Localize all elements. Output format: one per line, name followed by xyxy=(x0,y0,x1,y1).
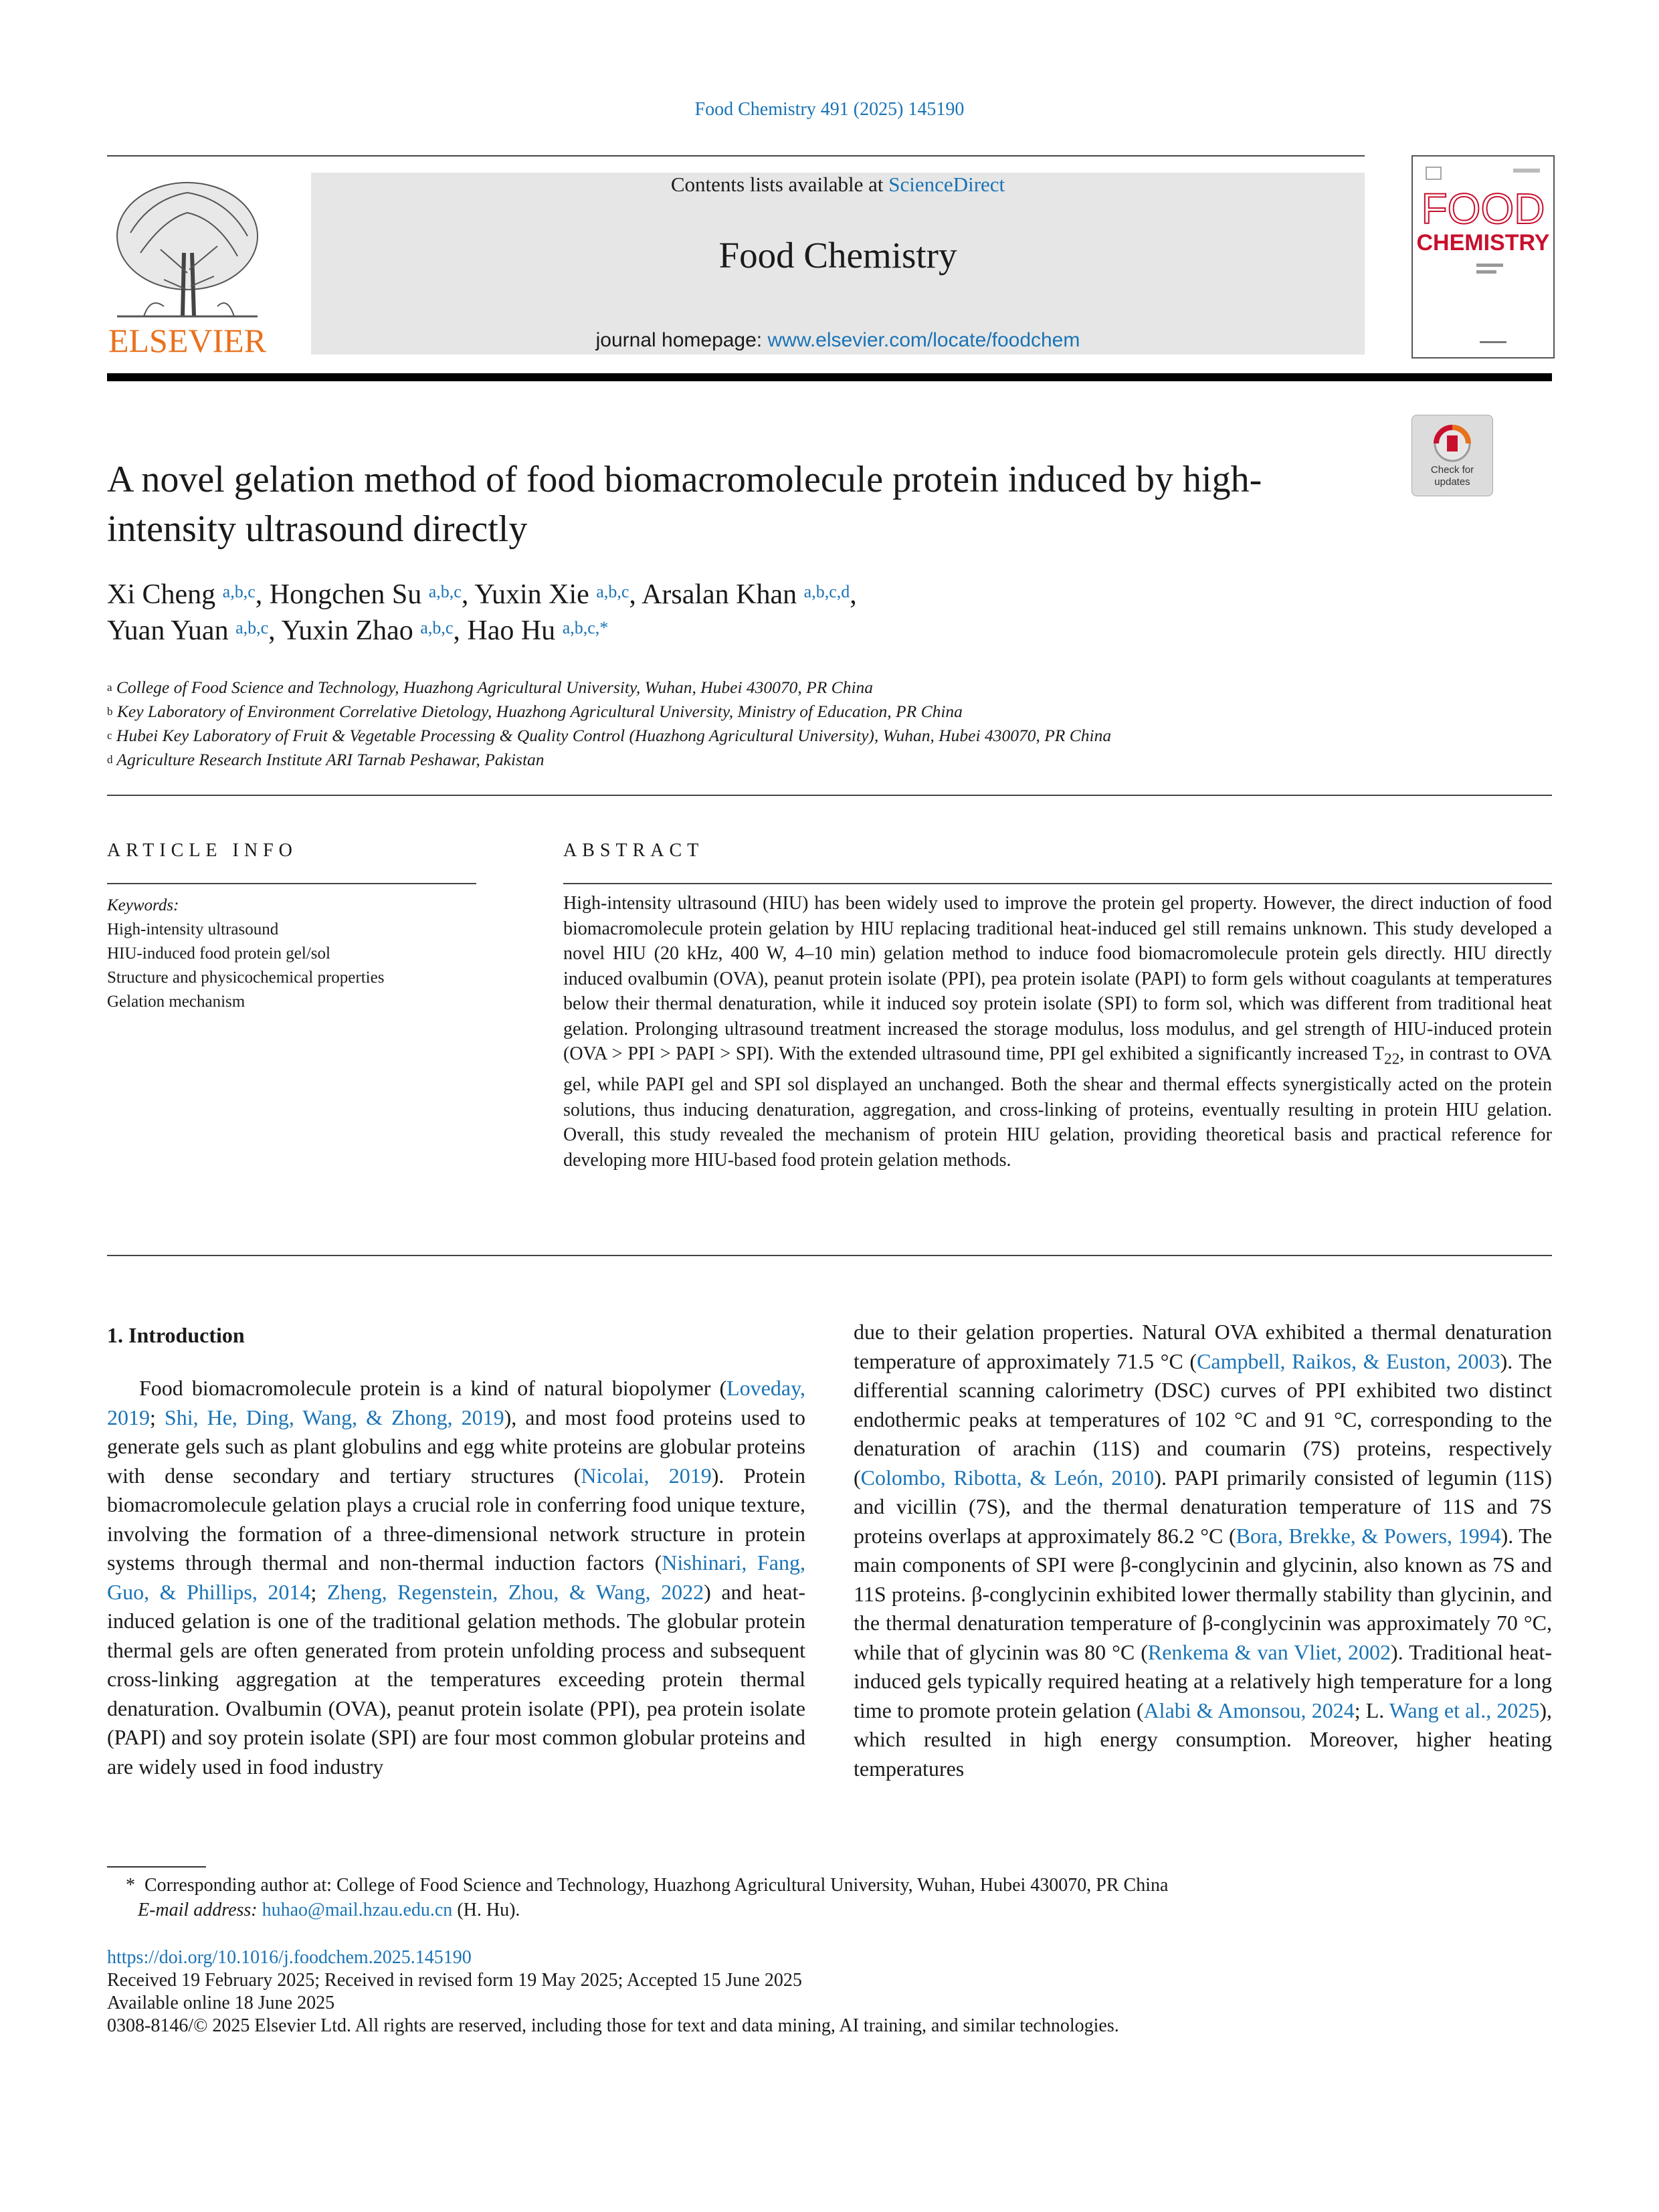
journal-title: Food Chemistry xyxy=(718,235,957,276)
available-online: Available online 18 June 2025 xyxy=(107,1993,335,2013)
header-thick-rule xyxy=(107,373,1552,381)
author-list: Xi Cheng $^{a,b,c}$, Hongchen Su $^{a,b,c}$, Yuxin Xie $^{a,b,c}$, Arsalan Khan $^{a,b,c,d}$, Yuan Yuan $^{a,b,c}$, Yuxin Zhao $^{a,b,c}$, Hao Hu $^{a,b,c,*}$ xyxy=(107,579,857,646)
body-text: ). Protein biomacromolecule gelation plays a crucial role in conferring food unique texture, involving the formation of a three-dimensional network structure in protein systems through thermal and non-thermal induction factors ( xyxy=(107,1463,806,1575)
body-text: ), which resulted in high energy consumption. Moreover, higher heating temperatures xyxy=(854,1698,1553,1781)
author-name[interactable]: Arsalan Khan xyxy=(642,579,797,610)
keywords-label: Keywords: xyxy=(107,896,179,914)
body-text: ; xyxy=(150,1405,165,1429)
abstract-heading: ABSTRACT xyxy=(563,840,704,861)
keyword-item: Structure and physicochemical properties xyxy=(107,969,385,987)
citation-link[interactable]: Nicolai, 2019 xyxy=(581,1463,712,1488)
copyright: 0308-8146/© 2025 Elsevier Ltd. All rights are reserved, including those for text and data mining, AI training, and similar technologies. xyxy=(107,2015,1119,2036)
article-title: A novel gelation method of food biomacromolecule protein induced by high-intensity ultrasound directly xyxy=(107,459,1262,550)
citation-link[interactable]: Colombo, Ribotta, & León, 2010 xyxy=(860,1465,1155,1490)
author-affil-sup[interactable]: a,b,c,* xyxy=(562,618,609,637)
citation-link[interactable]: Renkema & van Vliet, 2002 xyxy=(1147,1639,1391,1664)
check-updates-icon xyxy=(1412,415,1492,496)
svg-text:Check for: Check for xyxy=(1430,464,1474,476)
author-affil-sup[interactable]: a,b,c xyxy=(222,582,256,601)
citation-link[interactable]: Shi, He, Ding, Wang, & Zhong, 2019 xyxy=(164,1405,504,1429)
body-text: ; xyxy=(310,1579,327,1604)
email-link[interactable]: huhao@mail.hzau.edu.cn xyxy=(262,1900,453,1920)
journal-cover-thumbnail[interactable] xyxy=(1411,155,1555,359)
body-text: ). PAPI primarily consisted of legumin (11S) and vicillin (7S), and the thermal denaturation temperature of 11S and 7S proteins overlaps at approximately 86.2 °C ( xyxy=(854,1465,1553,1548)
author-name[interactable]: Yuxin Zhao xyxy=(281,615,413,646)
footnote-rule xyxy=(107,1866,206,1868)
author-name[interactable]: Yuxin Xie xyxy=(474,579,589,610)
doi-link[interactable]: https://doi.org/10.1016/j.foodchem.2025.145190 xyxy=(107,1947,472,1968)
author-affil-sup[interactable]: a,b,c xyxy=(235,618,269,637)
divider xyxy=(107,883,476,884)
keyword-item: High-intensity ultrasound xyxy=(107,920,279,938)
author-name[interactable]: Xi Cheng xyxy=(107,579,216,610)
citation-link[interactable]: Loveday, 2019 xyxy=(107,1376,805,1429)
sciencedirect-link[interactable]: ScienceDirect xyxy=(888,173,1005,196)
body-text: ) and heat-induced gelation is one of the traditional gelation methods. The globular protein thermal gels are often generated from protein unfolding process and subsequent cross-linking aggregation at the temperatures exceeding protein thermal denaturation. Ovalbumin (OVA), peanut protein isolate (PPI), pea protein isolate (PAPI) and soy protein isolate (SPI) are four most common globular proteins and are widely used in food industry xyxy=(107,1579,805,1779)
svg-text:FOOD: FOOD xyxy=(1421,185,1545,233)
homepage-link[interactable]: www.elsevier.com/locate/foodchem xyxy=(767,329,1080,351)
citation-link[interactable]: Campbell, Raikos, & Euston, 2003 xyxy=(1197,1348,1500,1373)
paragraph xyxy=(107,1374,805,1781)
affiliation-item: $^a$ College of Food Science and Technology, Huazhong Agricultural University, Wuhan, Hubei 430070, PR China xyxy=(107,678,874,697)
divider xyxy=(563,883,1552,884)
body-column-right xyxy=(854,1318,1552,1783)
author-name[interactable]: Hao Hu xyxy=(467,615,556,646)
citation-link[interactable]: Zheng, Regenstein, Zhou, & Wang, 2022 xyxy=(326,1579,704,1604)
citation-link[interactable]: Wang et al., 2025 xyxy=(1389,1698,1540,1722)
keyword-item: HIU-induced food protein gel/sol xyxy=(107,944,330,963)
svg-text:updates: updates xyxy=(1434,476,1470,488)
affiliations xyxy=(107,676,1512,772)
citation-link[interactable]: Nishinari, Fang, Guo, & Phillips, 2014 xyxy=(107,1550,806,1604)
body-text: ). The differential scanning calorimetry (DSC) curves of PPI exhibited two distinct endothermic peaks at temperatures of 102 °C and 91 °C, corresponding to the denaturation of arachin (11S) and coumarin (7S) proteins, respectively ( xyxy=(854,1348,1553,1490)
homepage-line: journal homepage: www.elsevier.com/locate/foodchem xyxy=(595,329,1080,351)
affiliation-item: $^d$ Agriculture Research Institute ARI Tarnab Peshawar, Pakistan xyxy=(107,750,545,769)
author-affil-sup[interactable]: a,b,c xyxy=(428,582,462,601)
author-affil-sup[interactable]: a,b,c,d xyxy=(803,582,850,601)
history-dates: Received 19 February 2025; Received in revised form 19 May 2025; Accepted 15 June 2025 xyxy=(107,1970,802,1991)
keyword-item: Gelation mechanism xyxy=(107,993,246,1011)
contents-line: Contents lists available at ScienceDirect xyxy=(670,173,1005,196)
affiliation-item: $^b$ Key Laboratory of Environment Correlative Dietology, Huazhong Agricultural University, Ministry of Education, PR China xyxy=(107,702,963,721)
section-heading-introduction: 1. Introduction xyxy=(107,1323,245,1347)
divider xyxy=(107,795,1552,796)
author-name[interactable]: Hongchen Su xyxy=(269,579,422,610)
elsevier-tree-icon xyxy=(104,173,271,360)
footnote: * Corresponding author at: College of Food Science and Technology, Huazhong Agricultural University, Wuhan, Hubei 430070, PR China E-mail address: huhao@mail.hzau.edu.cn (H. Hu). xyxy=(126,1875,1169,1920)
abstract-text: High-intensity ultrasound (HIU) has been widely used to improve the protein gel property. However, the direct induction of food biomacromolecule protein gelation by HIU replacing traditional heat-induced gel still remains unknown. This study developed a novel HIU (20 kHz, 400 W, 4–10 min) gelation method to induce food biomacromolecule protein gels directly. HIU directly induced ovalbumin (OVA), peanut protein isolate (PPI), pea protein isolate (PAPI) to form gels without coagulants at temperatures below their thermal denaturation, while it induced soy protein isolate (SPI) to form sol, which was different from traditional heat gelation. Prolonging ultrasound treatment increased the storage modulus, loss modulus, and gel strength of HIU-induced protein (OVA > PPI > PAPI > SPI). With the extended ultrasound time, PPI gel exhibited a significantly increased $T_{22}$, in contrast to OVA gel, while PAPI gel and SPI sol displayed an unchanged. Both the shear and thermal effects synergistically acted on the protein solutions, thus inducing denaturation, aggregation, and cross-linking of proteins, eventually resulting in protein HIU gelation. Overall, this study revealed the mechanism of protein HIU gelation, providing theoretical basis and practical reference for developing more HIU-based food protein gelation methods. xyxy=(563,893,1552,1171)
divider xyxy=(107,1255,1552,1256)
publication-info xyxy=(107,1946,1552,2037)
body-text: Food biomacromolecule protein is a kind of natural biopolymer ( xyxy=(139,1376,727,1400)
svg-text:ELSEVIER: ELSEVIER xyxy=(108,322,267,359)
citation-link[interactable]: Alabi & Amonsou, 2024 xyxy=(1143,1698,1355,1722)
svg-text:CHEMISTRY: CHEMISTRY xyxy=(1416,230,1550,256)
body-text: ), and most food proteins used to generate gels such as plant globulins and egg white proteins are globular proteins with dense secondary and tertiary structures ( xyxy=(107,1405,806,1488)
author-affil-sup[interactable]: a,b,c xyxy=(596,582,629,601)
keywords-block xyxy=(107,894,482,1014)
article-info-heading: ARTICLE INFO xyxy=(107,840,298,861)
paragraph xyxy=(854,1318,1552,1783)
author-affil-sup[interactable]: a,b,c xyxy=(420,618,454,637)
citation-link[interactable]: Bora, Brekke, & Powers, 1994 xyxy=(1236,1523,1501,1548)
body-column-left xyxy=(107,1374,805,1781)
header-rule xyxy=(107,155,1365,157)
body-text: ; L. xyxy=(1354,1698,1389,1722)
body-text: ). Traditional heat-induced gels typically required heating at a relatively high temperature for a long time to promote protein gelation ( xyxy=(854,1639,1553,1722)
check-for-updates-button[interactable] xyxy=(1411,415,1493,496)
author-name[interactable]: Yuan Yuan xyxy=(107,615,229,646)
body-text: ). The main components of SPI were β-conglycinin and glycinin, also known as 7S and 11S proteins. β-conglycinin exhibited lower thermally stability than glycinin, and the thermal denaturation temperature of β-conglycinin was approximately 70 °C, while that of glycinin was 80 °C ( xyxy=(854,1523,1553,1664)
affiliation-item: $^c$ Hubei Key Laboratory of Fruit & Vegetable Processing & Quality Control (Huazhong Agricultural University), Wuhan, Hubei 430070, PR China xyxy=(107,726,1112,745)
journal-reference[interactable]: Food Chemistry 491 (2025) 145190 xyxy=(694,99,965,120)
body-text: due to their gelation properties. Natural OVA exhibited a thermal denaturation temperature of approximately 71.5 °C ( xyxy=(854,1320,1552,1373)
elsevier-logo xyxy=(104,173,271,360)
